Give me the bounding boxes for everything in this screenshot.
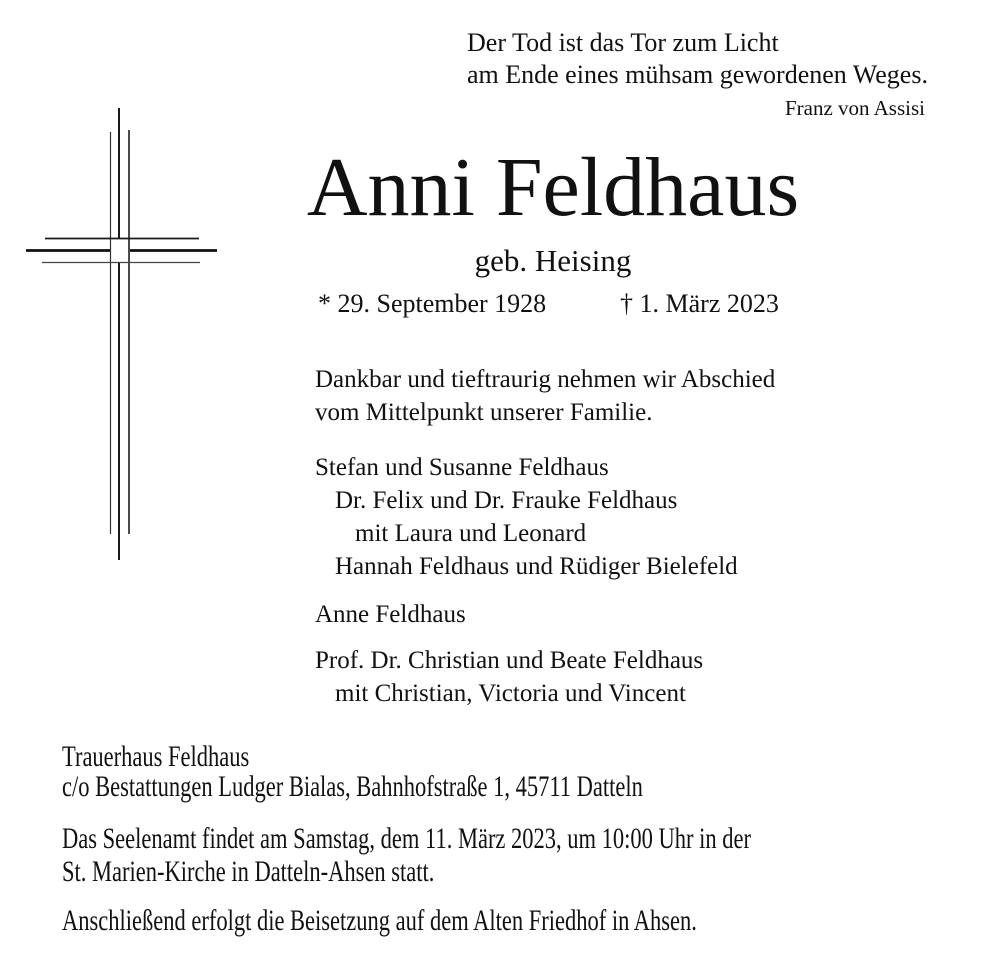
- mourners-group-1: [315, 451, 738, 583]
- epigraph-line-1: Der Tod ist das Tor zum Licht: [467, 28, 779, 57]
- epigraph: [467, 27, 933, 120]
- mourners-group-3: [315, 644, 703, 710]
- mourner-line: Anne Feldhaus: [315, 601, 466, 628]
- deceased-name: Anni Feldhaus: [306, 141, 800, 234]
- intro-paragraph: [315, 363, 775, 429]
- mourner-line: Prof. Dr. Christian und Beate Feldhaus: [315, 647, 704, 674]
- address-line-1: Trauerhaus Feldhaus: [62, 740, 250, 773]
- mourner-line: Stefan und Susanne Feldhaus: [315, 454, 609, 481]
- intro-line-2: vom Mittelpunkt unserer Familie.: [315, 399, 653, 426]
- mourner-line: Dr. Felix und Dr. Frauke Feldhaus: [335, 487, 678, 514]
- service-info: [62, 822, 981, 888]
- mourners-group-2: [315, 598, 466, 631]
- birth-date: * 29. September 1928: [318, 289, 547, 318]
- burial-line-1: Anschließend erfolgt die Beisetzung auf dem Alten Friedhof in Ahsen.: [62, 904, 697, 937]
- life-dates: [0, 290, 1000, 324]
- address-line-2: c/o Bestattungen Ludger Bialas, Bahnhofstraße 1, 45711 Datteln: [62, 770, 643, 803]
- epigraph-attribution: Franz von Assisi: [784, 96, 925, 120]
- death-date: † 1. März 2023: [620, 289, 779, 318]
- intro-line-1: Dankbar und tieftraurig nehmen wir Abschied: [315, 366, 776, 393]
- mourner-line: Hannah Feldhaus und Rüdiger Bielefeld: [335, 553, 738, 580]
- service-line-1: Das Seelenamt findet am Samstag, dem 11. März 2023, um 10:00 Uhr in der: [62, 822, 752, 855]
- burial-info: [62, 904, 908, 937]
- cross-icon: [20, 100, 230, 570]
- maiden-name: geb. Heising: [474, 243, 632, 278]
- mourner-line: mit Laura und Leonard: [355, 520, 587, 547]
- mourner-line: mit Christian, Victoria und Vincent: [335, 680, 686, 707]
- epigraph-line-2: am Ende eines mühsam gewordenen Weges.: [467, 60, 928, 89]
- funeral-home-address: [62, 742, 837, 802]
- service-line-2: St. Marien-Kirche in Datteln-Ahsen statt.: [62, 855, 435, 888]
